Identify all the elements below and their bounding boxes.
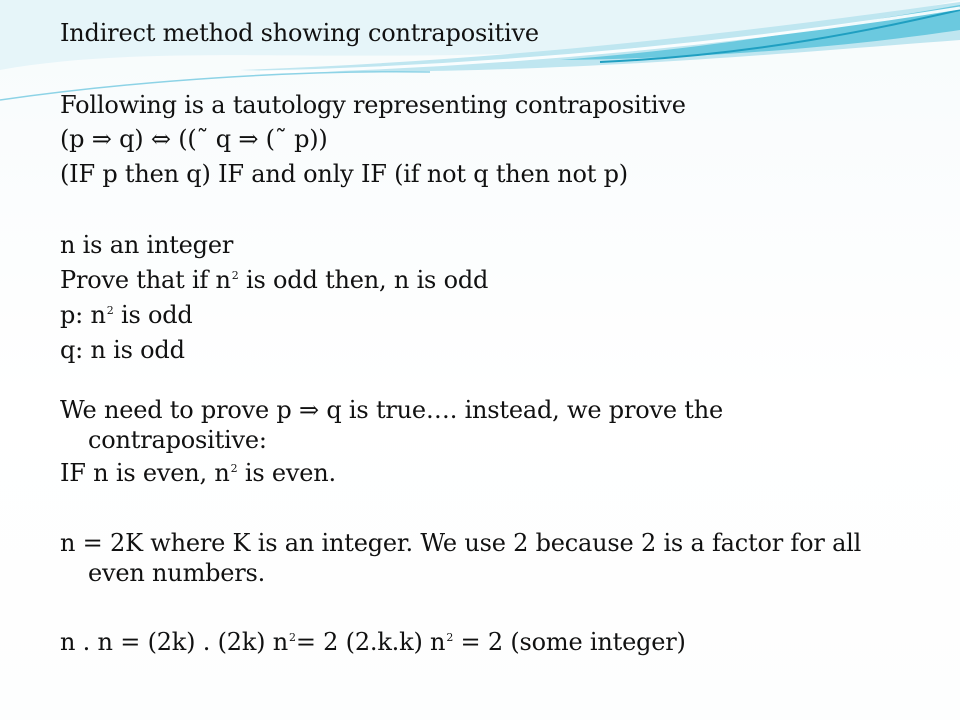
n-equals-2k: n = 2K where K is an integer. We use 2 because 2 is a factor for all even numbers. (60, 529, 862, 587)
prove-statement: Prove that if $n^2$ is odd then, n is odd (60, 266, 489, 294)
tautology-formula: (p ⇒ q) ⇔ ((˜ q ⇒ (˜ p)) (60, 125, 328, 153)
contrapositive-statement: IF n is even, $n^2$ is even. (60, 459, 336, 487)
need-to-prove: We need to prove p ⇒ q is true…. instead, we prove the contrapositive: (60, 396, 723, 454)
given-statement: n is an integer (60, 231, 234, 259)
calculation-line: n . n = (2k) . (2k) $n^2= 2$ (2.k.k) $n^2 = 2$ (some integer) (60, 628, 686, 656)
q-definition: q: n is odd (60, 336, 185, 364)
p-definition: p: $n^2$ is odd (60, 301, 193, 329)
intro-text: Following is a tautology representing contrapositive (60, 91, 686, 119)
slide-title: Indirect method showing contrapositive (60, 19, 539, 47)
tautology-in-words: (IF p then q) IF and only IF (if not q then not p) (60, 160, 628, 188)
